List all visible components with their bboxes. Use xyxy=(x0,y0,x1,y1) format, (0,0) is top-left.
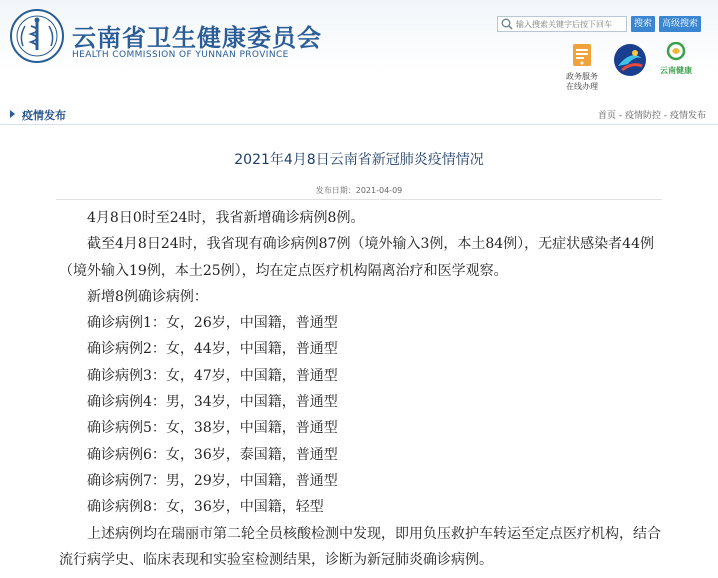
yunnan-health-label: 云南健康 xyxy=(660,66,692,75)
publish-date-value: 2021-04-09 xyxy=(355,186,403,195)
case-item: 确诊病例2：女，44岁，中国籍，普通型 xyxy=(87,341,338,358)
case-item: 确诊病例1：女，26岁，中国籍，普通型 xyxy=(87,315,338,332)
breadcrumb-epidemic-release[interactable]: 疫情发布 xyxy=(669,111,706,121)
search-box xyxy=(497,16,627,32)
breadcrumb-home[interactable]: 首页 xyxy=(597,111,616,121)
article-paragraph: 4月8日0时至24时，我省新增确诊病例8例。 xyxy=(87,210,365,226)
site-header xyxy=(0,0,718,98)
breadcrumb-separator: - xyxy=(661,111,670,121)
site-subtitle: HEALTH COMMISSION OF YUNNAN PROVINCE xyxy=(72,50,289,60)
publish-date-label: 发布日期： xyxy=(315,186,356,195)
yunnan-health-logo xyxy=(664,42,688,62)
section-marker-icon xyxy=(10,110,15,118)
publish-date xyxy=(0,185,718,196)
case-item: 确诊病例7：男，29岁，中国籍，普通型 xyxy=(87,472,338,489)
article-paragraph: 截至4月8日24时，我省现有确诊病例87例（境外输入3例，本土84例），无症状感染者44例（境外输入19例，本土25例），均在定点医疗机构隔离治疗和医学观察。 xyxy=(59,236,654,279)
title-divider xyxy=(56,199,662,200)
health-commission-emblem-icon[interactable] xyxy=(9,8,65,64)
breadcrumb-separator: - xyxy=(616,111,625,121)
section-bar xyxy=(0,104,718,125)
app-logo-icon xyxy=(612,42,648,78)
yunnan-health-link[interactable] xyxy=(654,42,698,76)
article-title: 2021年4月8日云南省新冠肺炎疫情情况 xyxy=(234,152,484,168)
search-icon xyxy=(500,17,514,31)
search-input[interactable] xyxy=(514,17,626,31)
gov-service-icon xyxy=(570,42,594,68)
case-item: 确诊病例8：女，36岁，中国籍，轻型 xyxy=(87,499,324,516)
section-title[interactable]: 疫情发布 xyxy=(22,109,66,122)
case-item: 确诊病例6：女，36岁，泰国籍，普通型 xyxy=(87,446,338,463)
breadcrumb xyxy=(598,108,706,121)
article-paragraph: 上述病例均在瑞丽市第二轮全员核酸检测中发现，即用负压救护车转运至定点医疗机构，结合流行病学史、临床表现和实验室检测结果，诊断为新冠肺炎确诊病例。 xyxy=(59,525,661,568)
gov-service-label: 政务服务 在线办理 xyxy=(566,72,598,91)
case-item: 确诊病例3：女，47岁，中国籍，普通型 xyxy=(87,367,338,384)
gov-service-link[interactable] xyxy=(560,42,604,92)
advanced-search-button[interactable]: 高级搜索 xyxy=(659,16,701,32)
app-link[interactable] xyxy=(610,42,650,82)
case-item: 确诊病例4：男，34岁，中国籍，普通型 xyxy=(87,394,338,411)
site-title[interactable]: 云南省卫生健康委员会 xyxy=(72,24,322,52)
article-body xyxy=(59,205,665,573)
search-button[interactable]: 搜索 xyxy=(631,16,655,32)
case-item: 确诊病例5：女，38岁，中国籍，普通型 xyxy=(87,420,338,437)
article-paragraph: 新增8例确诊病例： xyxy=(87,288,208,305)
breadcrumb-epidemic-control[interactable]: 疫情防控 xyxy=(624,111,661,121)
